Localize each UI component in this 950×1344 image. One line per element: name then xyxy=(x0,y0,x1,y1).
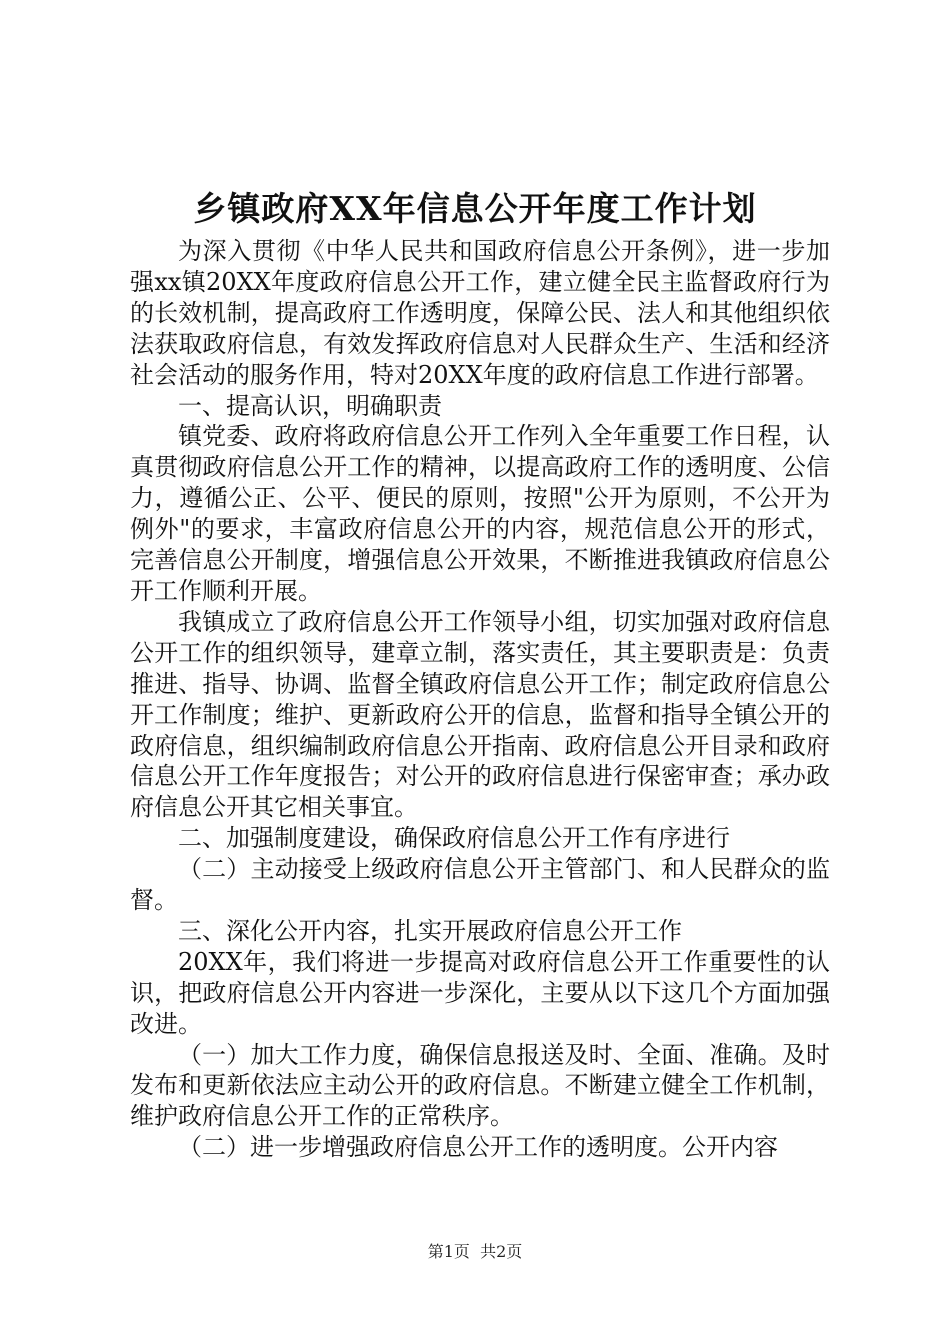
body-paragraph: 我镇成立了政府信息公开工作领导小组，切实加强对政府信息公开工作的组织领导，建章立制，落实责任，其主要职责是：负责推进、指导、协调、监督全镇政府信息公开工作；制定政府信息公开工作制度；维护、更新政府公开的信息，监督和指导全镇公开的政府信息，组织编制政府信息公开指南、政府信息公开目录和政府信息公开工作年度报告；对公开的政府信息进行保密审查；承办政府信息公开其它相关事宜。 xyxy=(130,607,830,822)
body-paragraph: 镇党委、政府将政府信息公开工作列入全年重要工作日程，认真贯彻政府信息公开工作的精神，以提高政府工作的透明度、公信力，遵循公正、公平、便民的原则，按照"公开为原则，不公开为例外"的要求，丰富政府信息公开的内容，规范信息公开的形式，完善信息公开制度，增强信息公开效果，不断推进我镇政府信息公开工作顺利开展。 xyxy=(130,422,830,605)
body-paragraph: 20XX年，我们将进一步提高对政府信息公开工作重要性的认识，把政府信息公开内容进一步深化，主要从以下这几个方面加强改进。 xyxy=(130,947,830,1038)
document-title: 乡镇政府XX年信息公开年度工作计划 xyxy=(193,189,757,228)
page-number-label: 第1页 共2页 xyxy=(427,1242,523,1261)
body-paragraph: （一）加大工作力度，确保信息报送及时、全面、准确。及时发布和更新依法应主动公开的政府信息。不断建立健全工作机制，维护政府信息公开工作的正常秩序。 xyxy=(130,1040,830,1131)
body-paragraph: （二）主动接受上级政府信息公开主管部门、和人民群众的监督。 xyxy=(130,855,830,915)
section-heading-2: 二、加强制度建设，确保政府信息公开工作有序进行 xyxy=(178,824,730,853)
intro-paragraph: 为深入贯彻《中华人民共和国政府信息公开条例》，进一步加强xx镇20XX年度政府信息公开工作，建立健全民主监督政府行为的长效机制，提高政府工作透明度，保障公民、法人和其他组织依法获取政府信息，有效发挥政府信息对人民群众生产、生活和经济社会活动的服务作用，特对20XX年度的政府信息工作进行部署。 xyxy=(130,237,830,389)
section-heading-3: 三、深化公开内容，扎实开展政府信息公开工作 xyxy=(178,916,682,945)
document-body xyxy=(130,236,830,1163)
section-heading-1: 一、提高认识，明确职责 xyxy=(178,391,442,420)
page-footer xyxy=(0,1240,950,1264)
body-paragraph: （二）进一步增强政府信息公开工作的透明度。公开内容 xyxy=(178,1133,778,1162)
